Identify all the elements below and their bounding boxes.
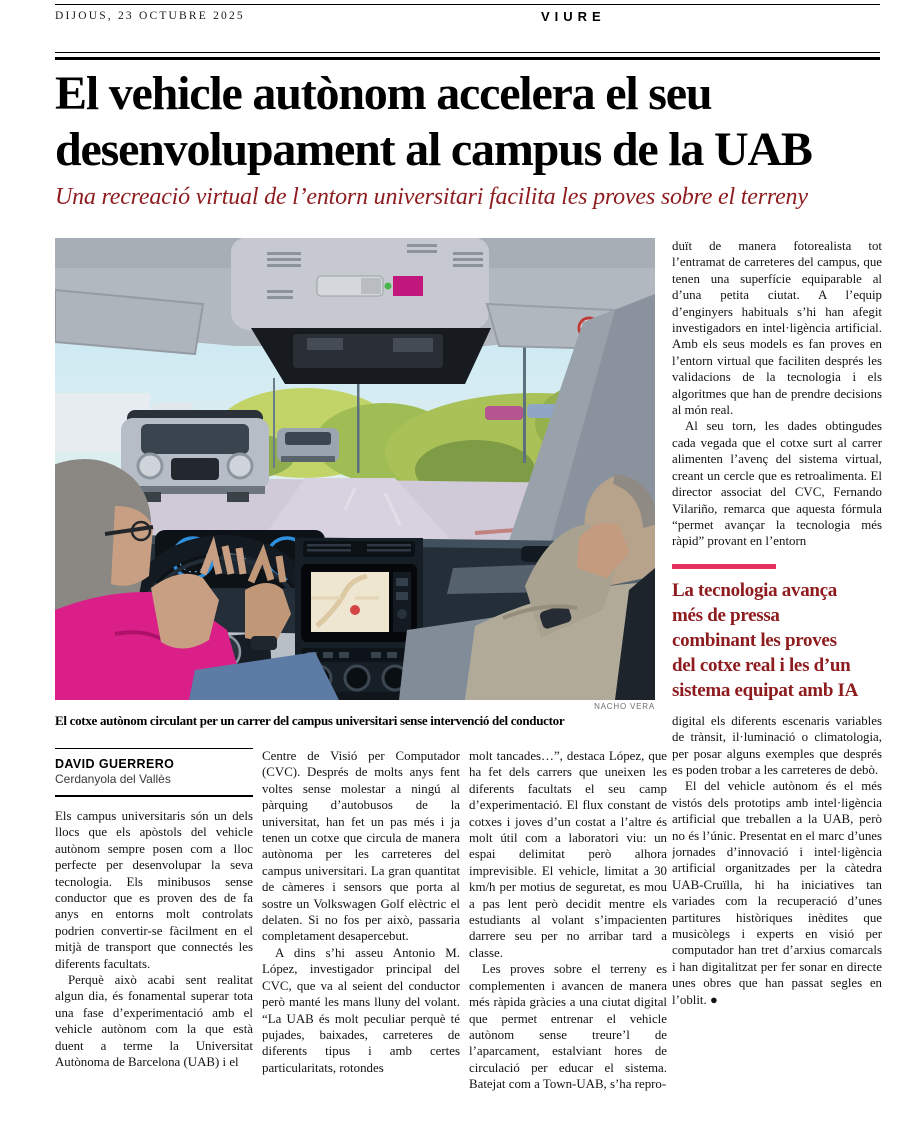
body-paragraph: El del vehicle autònom és el més vistós dels prototips amb intel·ligència artificial que treballen a la UAB, però no és l’únic. Presentat en el marc d’unes jornades d’innovació i intel·ligència artificial organitzades per la càtedra UAB-Cruïlla, hi ha iniciatives tan variades com la recuperació d’unes partitures històriques inèdites que musicòlegs i experts en visió per computador han tret d’arxius comarcals i han digitalitzat per fer sonar en directe unes obres que han passat segles en l’oblit. ● <box>672 779 882 1007</box>
headline-line-2: desenvolupament al campus de la UAB <box>55 123 812 176</box>
article-subheadline: Una recreació virtual de l’entorn universitari facilita les proves sobre el terreny <box>55 184 808 210</box>
header-rule <box>55 4 880 5</box>
text-column-2 <box>262 748 460 1131</box>
pull-quote-rule <box>672 564 776 569</box>
photo-credit: NACHO VERA <box>594 702 655 711</box>
body-paragraph: molt tancades…”, destaca López, que ha fet dels carrers que uneixen les diferents facultats el seu camp d’experimentació. El flux constant de cotxes i joves d’un costat a l’altre és molt útil com a laboratori viu: un espai delimitat però alhora imprevisible. El vehicle, limitat a 30 km/h per motius de seguretat, es mou a pas lent però decidit mentre els estudiants al volant s’impacienten darrere seu per no arribar tard a classe. <box>469 749 667 960</box>
body-paragraph: Al seu torn, les dades obtingudes cada vegada que el cotxe surt al carrer alimenten l’avenç del sistema virtual, creant un cercle que es retroalimenta. El director associat del CVC, Fernando Vilariño, remarca que aquesta fórmula “permet avançar la tecnologia més ràpid” provant en l’entorn <box>672 419 882 549</box>
body-paragraph: A dins s’hi asseu Antonio M. López, investigador principal del CVC, que va al seient del conductor però manté les mans lluny del volant. “La UAB és molt peculiar perquè té pujades, baixades, carreteres de diferents tipus i amb certes particularitats, rotondes <box>262 945 460 1075</box>
headline-line-1: El vehicle autònom accelera el seu <box>55 67 712 120</box>
text-column-4 <box>672 238 882 1131</box>
second-car <box>277 428 339 462</box>
pull-quote-line: del cotxe real i les d’un <box>672 654 851 676</box>
body-paragraph: Les proves sobre el terreny es complementen i avancen de manera més ràpida gràcies a una ciutat digital que permet entrenar el vehicle autònom sense treure’l de l’aparcament, estalviant hores de circulació per educar el sistema. Batejat com a Town-UAB, s’ha repro- <box>469 962 667 1092</box>
byline <box>55 748 253 797</box>
edition-date: DIJOUS, 23 OCTUBRE 2025 <box>55 10 245 22</box>
article-headline <box>55 66 887 178</box>
pull-quote-line: La tecnologia avança <box>672 579 837 601</box>
byline-rule <box>55 795 253 797</box>
photo-caption: El cotxe autònom circulant per un carrer del campus universitari sense intervenció del conductor <box>55 713 565 728</box>
pull-quote-line: més de pressa <box>672 604 780 626</box>
text-column-1 <box>55 748 253 1131</box>
pull-quote-line: combinant les proves <box>672 629 837 651</box>
body-paragraph: Perquè això acabi sent realitat algun dia, és fonamental superar tota una fase d’experimentació amb el vehicle autònom com la que està duent a terme la Universitat Autònoma de Barcelona (UAB) i el <box>55 973 253 1070</box>
byline-author: DAVID GUERRERO <box>55 757 175 771</box>
pull-quote <box>672 564 882 703</box>
body-paragraph: Centre de Visió per Computador (CVC). Després de molts anys fent voltes sense molestar a ningú al pàrquing d’autobusos de la universitat, han fet un pas més i ja tenen un cotxe que circula de manera autònoma per les carreteres del campus universitari. La gran quantitat de càmeres i sensors que porta al sostre un Volkswagen Golf elèctric el delaten. Si no fos per això, passaria completament desapercebut. <box>262 749 460 944</box>
body-paragraph: Els campus universitaris són un dels llocs que els apòstols del vehicle autònom sempre posen com a lloc perfecte per desenvolupar la seva tecnologia. Els minibusos sense conductor que es proven des de fa anys en entorns molt controlats podrien convertir-se fàcilment en el mitjà de transport que connectés les diferents facultats. <box>55 809 253 971</box>
section-title: VIURE <box>541 9 606 24</box>
body-paragraph: digital els diferents escenaris variables de trànsit, il·luminació o climatologia, per posar alguns exemples que després es poden trobar a les carreteres de debò. <box>672 713 882 777</box>
text-column-3 <box>469 748 667 1131</box>
article-photo <box>55 238 655 700</box>
headline-rule <box>55 52 880 60</box>
byline-location: Cerdanyola del Vallès <box>55 772 171 786</box>
pull-quote-line: sistema equipat amb IA <box>672 679 859 701</box>
oncoming-car <box>121 410 269 502</box>
body-paragraph: duït de manera fotorealista tot l’entramat de carreteres del campus, que tenen una superfície equiparable al d’una petita ciutat. A l’equip d’enginyers habituals s’hi han afegit investigadors en intel·ligència artificial. Amb els seus models es fan proves en l’entorn virtual que faciliten després les validacions de la tecnologia i els algoritmes que han de prendre decisions al món real. <box>672 239 882 418</box>
